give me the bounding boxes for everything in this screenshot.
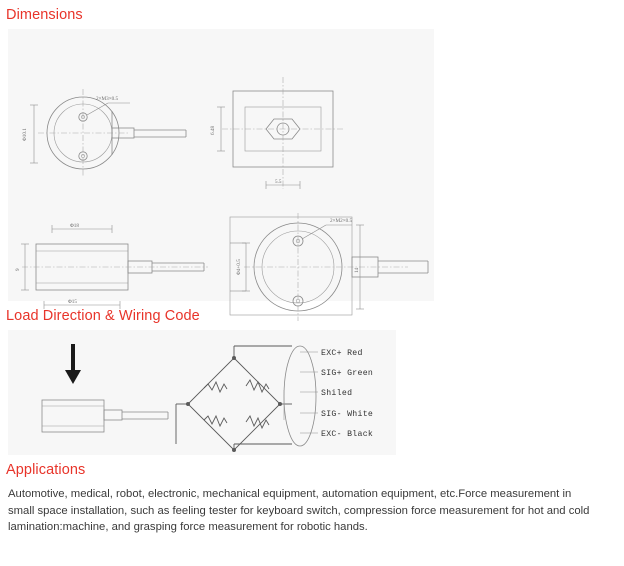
top-right-view	[210, 77, 344, 189]
label-top-right-height: 6.48	[210, 125, 216, 135]
wire-label-exc-minus: EXC- Black	[321, 430, 374, 439]
wheatstone-bridge	[176, 346, 292, 452]
label-top-left-dia: Φ10.1	[22, 128, 28, 141]
load-direction-arrow	[65, 344, 81, 384]
dimensions-figure	[8, 29, 434, 305]
label-mid-left-dia-top: Φ18	[70, 223, 79, 229]
applications-section-title: Applications	[6, 462, 86, 478]
label-mid-left-height: 9	[15, 268, 21, 271]
wire-label-exc-plus: EXC+ Red	[321, 349, 363, 358]
label-top-left-thread: 2×M3×0.5	[96, 96, 119, 102]
wire-labels	[300, 348, 373, 439]
wire-label-sig-minus: SIG- White	[321, 410, 374, 419]
bottom-left-view	[15, 223, 208, 309]
dimensions-section-title: Dimensions	[6, 7, 83, 23]
wiring-drawing	[8, 330, 396, 455]
wiring-section-title: Load Direction & Wiring Code	[6, 308, 200, 324]
top-left-view	[22, 89, 186, 177]
label-mid-left-dia-bottom: Φ15	[68, 299, 77, 305]
wire-label-shield: Shiled	[321, 389, 353, 398]
label-mid-right-width: 14	[354, 267, 360, 273]
cable-bundle	[284, 346, 316, 446]
wiring-figure	[8, 330, 396, 455]
dimensions-drawing	[8, 29, 434, 305]
sensor-side-view	[42, 400, 168, 432]
label-mid-right-dia: Φ4+0.5	[236, 259, 242, 275]
wire-label-sig-plus: SIG+ Green	[321, 369, 374, 378]
label-top-right-width: 5.5	[275, 179, 282, 185]
applications-text: Automotive, medical, robot, electronic, mechanical equipment, automation equipment, etc.Force measurement in small space installation, such as feeling tester for keyboard switch, compression force measurement for hot and cold lamination:machine, and grasping force measurement for robotic hands.	[8, 488, 590, 533]
label-mid-right-thread: 2×M2×0.5	[330, 218, 353, 224]
